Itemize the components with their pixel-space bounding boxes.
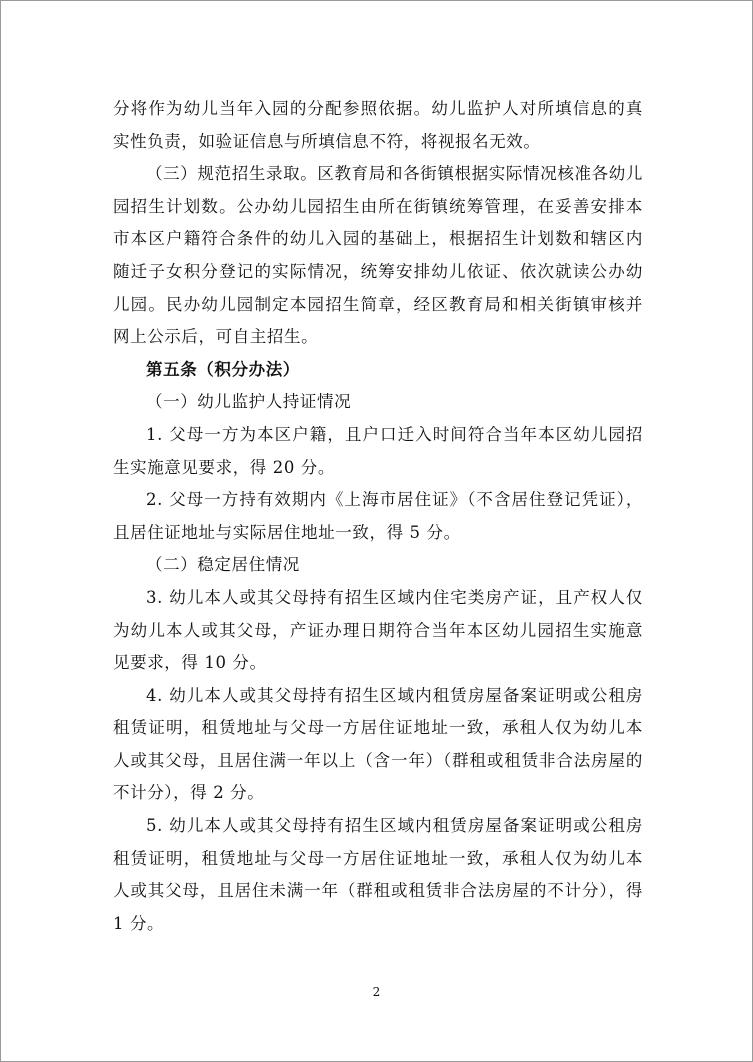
article-heading: 第五条（积分办法） [146,359,300,379]
paragraph-admission-rules: （三）规范招生录取。区教育局和各街镇根据实际情况核准各幼儿园招生计划数。公办幼儿园招生由所在街镇统筹管理，在妥善安排本市本区户籍符合条件的幼儿入园的基础上，根据招生计划数和辖区内随迁子女积分登记的实际情况，统筹安排幼儿依证、依次就读公办幼儿园。民办幼儿园制定本园招生简章，经区教育局和相关街镇审核并网上公示后，可自主招生。 [113,164,643,347]
page-number: 2 [372,985,381,999]
rule-item-2: 2. 父母一方持有效期内《上海市居住证》（不含居住登记凭证），且居住证地址与实际居住地址一致，得 5 分。 [113,490,643,542]
paragraph-continuation: 分将作为幼儿当年入园的分配参照依据。幼儿监护人对所填信息的真实性负责，如验证信息与所填信息不符，将视报名无效。 [113,99,643,151]
section-heading-guardian-permits: （一）幼儿监护人持证情况 [146,392,352,412]
rule-item-3: 3. 幼儿本人或其父母持有招生区域内住宅类房产证，且产权人仅为幼儿本人或其父母，产证办理日期符合当年本区幼儿园招生实施意见要求，得 10 分。 [113,587,643,673]
document-body [113,93,643,940]
rule-item-1: 1. 父母一方为本区户籍，且户口迁入时间符合当年本区幼儿园招生实施意见要求，得 20 分。 [113,424,643,477]
section-heading-stable-residence: （二）稳定居住情况 [146,555,300,575]
rule-item-4: 4. 幼儿本人或其父母持有招生区域内租赁房屋备案证明或公租房租赁证明，租赁地址与父母一方居住证地址一致，承租人仅为幼儿本人或其父母，且居住满一年以上（含一年）（群租或租赁非合法房屋的不计分），得 2 分。 [113,685,643,803]
rule-item-5: 5. 幼儿本人或其父母持有招生区域内租赁房屋备案证明或公租房租赁证明，租赁地址与父母一方居住证地址一致，承租人仅为幼儿本人或其父母，且居住未满一年（群租或租赁非合法房屋的不计分），得 1 分。 [113,816,643,933]
